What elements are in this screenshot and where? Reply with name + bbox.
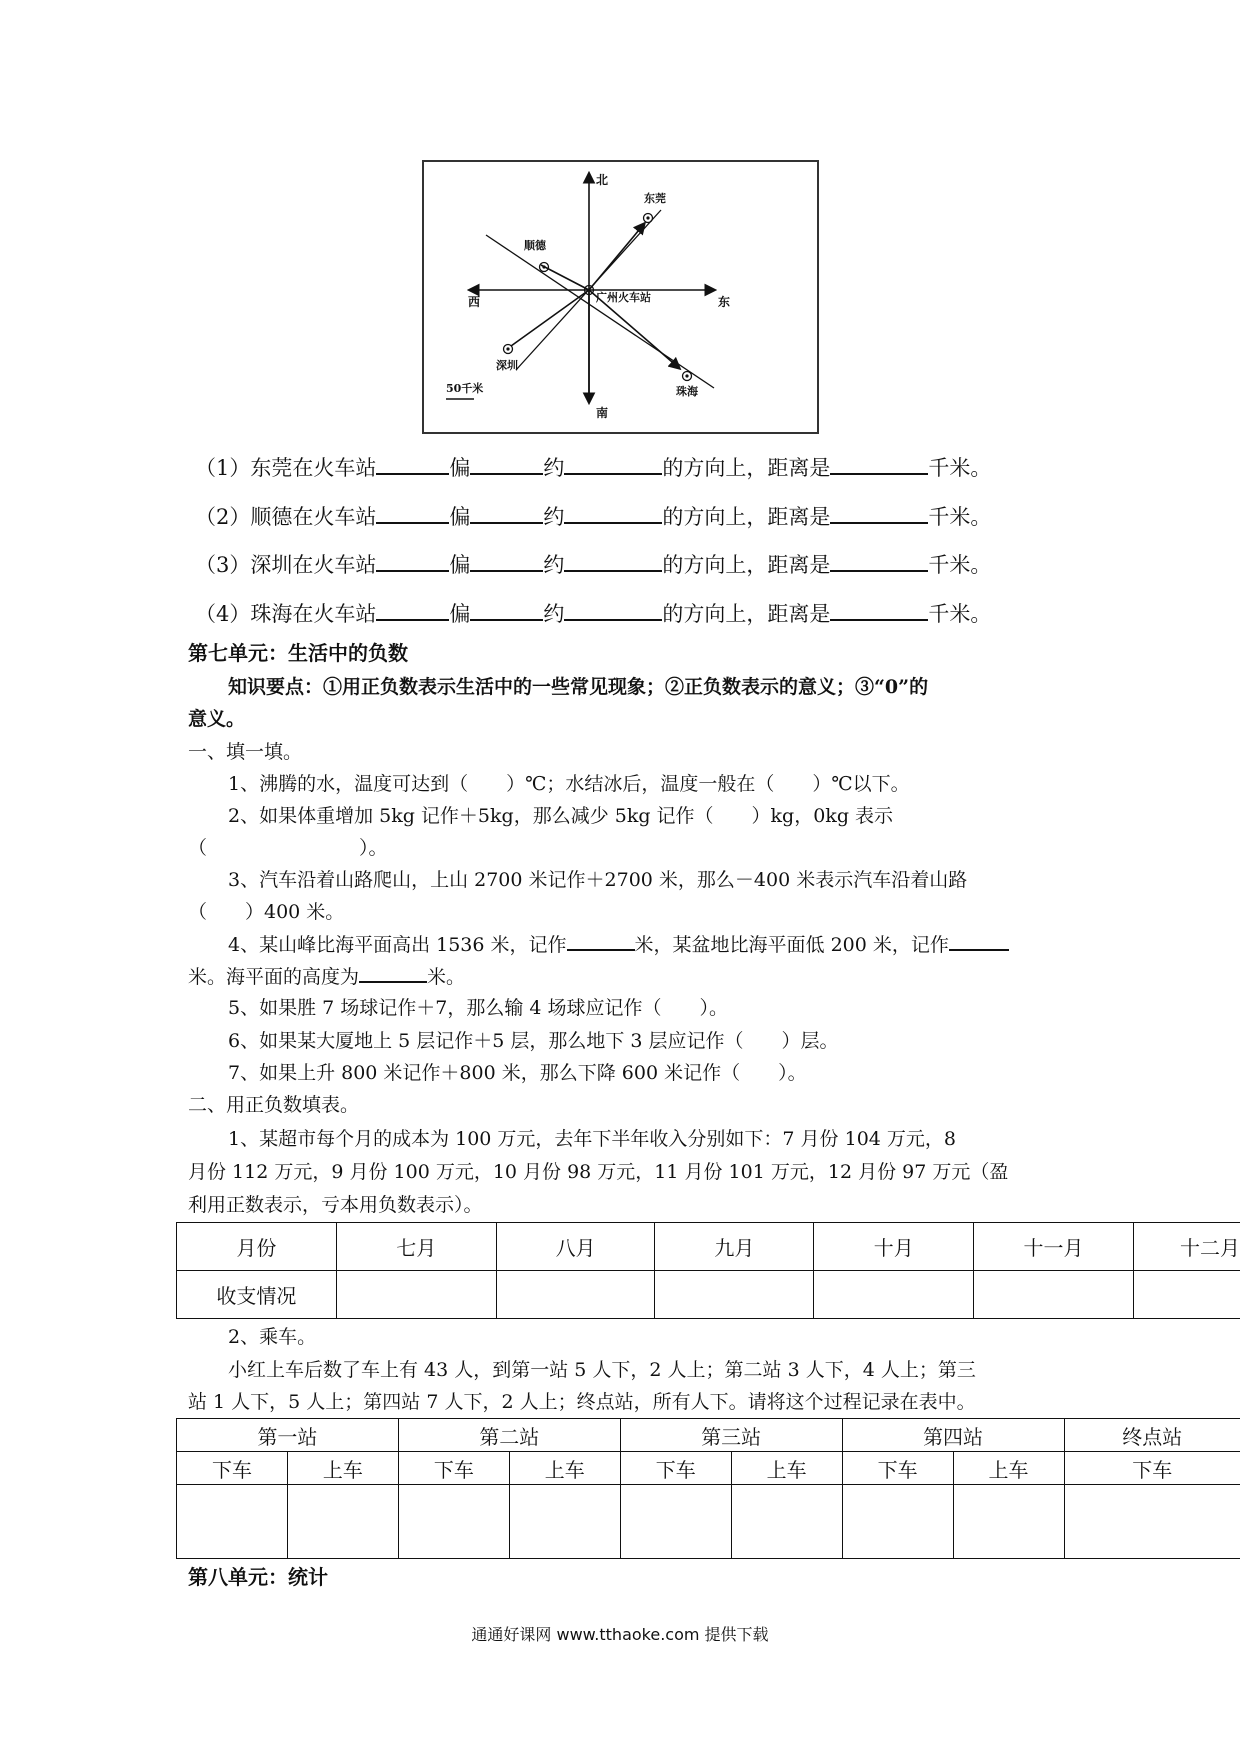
table-cell-empty bbox=[814, 1271, 974, 1319]
dongguan-label: 东莞 bbox=[644, 192, 666, 205]
table1-desc-line2: 月份 112 万元，9 月份 100 万元，10 月份 98 万元，11 月份 101 万元，12 月份 97 万元（盈 bbox=[188, 1161, 1009, 1183]
fill-q4-line1: 4、某山峰比海平面高出 1536 米，记作 米，某盆地比海平面低 200 米，记作 bbox=[228, 929, 1009, 960]
table-cell-empty bbox=[620, 1485, 731, 1559]
knowledge-points-line2: 意义。 bbox=[188, 708, 246, 730]
station-header: 第四站 bbox=[842, 1419, 1064, 1452]
fill-q4-line2: 米。海平面的高度为 米。 bbox=[188, 961, 465, 992]
sub-header: 下车 bbox=[398, 1452, 509, 1485]
page-footer: 通通好课网 www.tthaoke.com 提供下载 bbox=[471, 1625, 769, 1644]
fill-q2-line1: 2、如果体重增加 5kg 记作＋5kg，那么减少 5kg 记作（ ）kg，0kg 表示 bbox=[228, 805, 894, 827]
south-label: 南 bbox=[596, 406, 609, 420]
table-header-cell: 九月 bbox=[655, 1223, 814, 1271]
sub-header: 上车 bbox=[953, 1452, 1064, 1485]
income-table bbox=[176, 1222, 1240, 1319]
table-cell-empty bbox=[953, 1485, 1064, 1559]
fill-q5: 5、如果胜 7 场球记作＋7，那么输 4 场球应记作（ ）。 bbox=[228, 997, 729, 1019]
table-cell-empty bbox=[1064, 1485, 1240, 1559]
route-shenzhen bbox=[511, 290, 589, 346]
zhuhai-marker bbox=[683, 372, 692, 381]
q1-line-4: （4）珠海在火车站 偏 约 的方向上，距离是 千米。 bbox=[195, 597, 991, 629]
shenzhen-label: 深圳 bbox=[496, 359, 518, 372]
station-header: 第三站 bbox=[620, 1419, 842, 1452]
table2-title: 2、乘车。 bbox=[228, 1326, 317, 1348]
west-label: 西 bbox=[468, 295, 481, 309]
fill-q2-line2: （ ）。 bbox=[188, 837, 388, 859]
fill-q1: 1、沸腾的水，温度可达到（ ）℃；水结冰后，温度一般在（ ）℃以下。 bbox=[228, 773, 910, 795]
sub-header: 上车 bbox=[731, 1452, 842, 1485]
table-header-cell: 十一月 bbox=[974, 1223, 1134, 1271]
station-header: 第一站 bbox=[177, 1419, 399, 1452]
map-drawing bbox=[424, 162, 817, 432]
table-cell-empty bbox=[496, 1271, 655, 1319]
shunde-marker bbox=[540, 263, 549, 272]
table-header-cell: 月份 bbox=[177, 1223, 337, 1271]
direction-map bbox=[422, 160, 819, 434]
q1-line-1: （1）东莞在火车站 偏 约 的方向上，距离是 千米。 bbox=[195, 451, 991, 483]
station-header: 第二站 bbox=[398, 1419, 620, 1452]
table-cell-empty bbox=[177, 1485, 288, 1559]
table-row-label: 收支情况 bbox=[177, 1271, 337, 1319]
knowledge-points-line1: 知识要点：①用正负数表示生活中的一些常见现象；②正负数表示的意义；③“0”的 bbox=[228, 676, 929, 698]
sub-header: 下车 bbox=[620, 1452, 731, 1485]
fill-q7: 7、如果上升 800 米记作＋800 米，那么下降 600 米记作（ ）。 bbox=[228, 1062, 807, 1084]
table-row bbox=[177, 1223, 1240, 1271]
center-label: 广州火车站 bbox=[596, 291, 651, 304]
table-header-cell: 十二月 bbox=[1133, 1223, 1240, 1271]
table-header-cell: 十月 bbox=[814, 1223, 974, 1271]
table-cell-empty bbox=[842, 1485, 953, 1559]
east-label: 东 bbox=[718, 295, 731, 309]
section1-title: 一、填一填。 bbox=[188, 741, 303, 763]
unit7-title: 第七单元：生活中的负数 bbox=[188, 641, 408, 665]
sub-header: 下车 bbox=[842, 1452, 953, 1485]
table-cell-empty bbox=[398, 1485, 509, 1559]
table-row bbox=[177, 1485, 1240, 1559]
station-header: 终点站 bbox=[1064, 1419, 1240, 1452]
table-cell-empty bbox=[509, 1485, 620, 1559]
route-dongguan bbox=[589, 224, 644, 290]
table-cell-empty bbox=[287, 1485, 398, 1559]
unit8-title: 第八单元：统计 bbox=[188, 1565, 328, 1589]
table-header-cell: 八月 bbox=[496, 1223, 655, 1271]
sub-header: 下车 bbox=[1064, 1452, 1240, 1485]
fill-q6: 6、如果某大厦地上 5 层记作＋5 层，那么地下 3 层应记作（ ）层。 bbox=[228, 1030, 839, 1052]
table-cell-empty bbox=[974, 1271, 1134, 1319]
table-row bbox=[177, 1271, 1240, 1319]
table-cell-empty bbox=[336, 1271, 496, 1319]
table1-desc-line1: 1、某超市每个月的成本为 100 万元，去年下半年收入分别如下：7 月份 104 万元，8 bbox=[228, 1128, 956, 1150]
q1-line-2: （2）顺德在火车站 偏 约 的方向上，距离是 千米。 bbox=[195, 500, 991, 532]
table-cell-empty bbox=[655, 1271, 814, 1319]
sub-header: 上车 bbox=[287, 1452, 398, 1485]
north-label: 北 bbox=[596, 173, 609, 187]
table-cell-empty bbox=[731, 1485, 842, 1559]
fill-q3-line2: （ ）400 米。 bbox=[188, 901, 345, 923]
table2-desc-line1: 小红上车后数了车上有 43 人，到第一站 5 人下，2 人上；第二站 3 人下，4 人上；第三 bbox=[228, 1359, 976, 1381]
table-row bbox=[177, 1419, 1240, 1452]
zhuhai-label: 珠海 bbox=[676, 385, 698, 398]
shunde-label: 顺德 bbox=[524, 239, 546, 252]
section2-title: 二、用正负数填表。 bbox=[188, 1094, 360, 1116]
sub-header: 下车 bbox=[177, 1452, 288, 1485]
sub-header: 上车 bbox=[509, 1452, 620, 1485]
bus-table bbox=[176, 1418, 1240, 1559]
table-cell-empty bbox=[1133, 1271, 1240, 1319]
table2-desc-line2: 站 1 人下，5 人上；第四站 7 人下，2 人上；终点站，所有人下。请将这个过程记录在表中。 bbox=[188, 1391, 976, 1413]
shenzhen-marker bbox=[504, 345, 513, 354]
q1-line-3: （3）深圳在火车站 偏 约 的方向上，距离是 千米。 bbox=[195, 548, 991, 580]
fill-q3-line1: 3、汽车沿着山路爬山，上山 2700 米记作＋2700 米，那么－400 米表示汽车沿着山路 bbox=[228, 869, 968, 891]
dongguan-marker bbox=[644, 214, 653, 223]
table-header-cell: 七月 bbox=[336, 1223, 496, 1271]
table1-desc-line3: 利用正数表示，亏本用负数表示）。 bbox=[188, 1194, 483, 1216]
table-row bbox=[177, 1452, 1240, 1485]
scale-label: 50千米 bbox=[446, 382, 484, 395]
